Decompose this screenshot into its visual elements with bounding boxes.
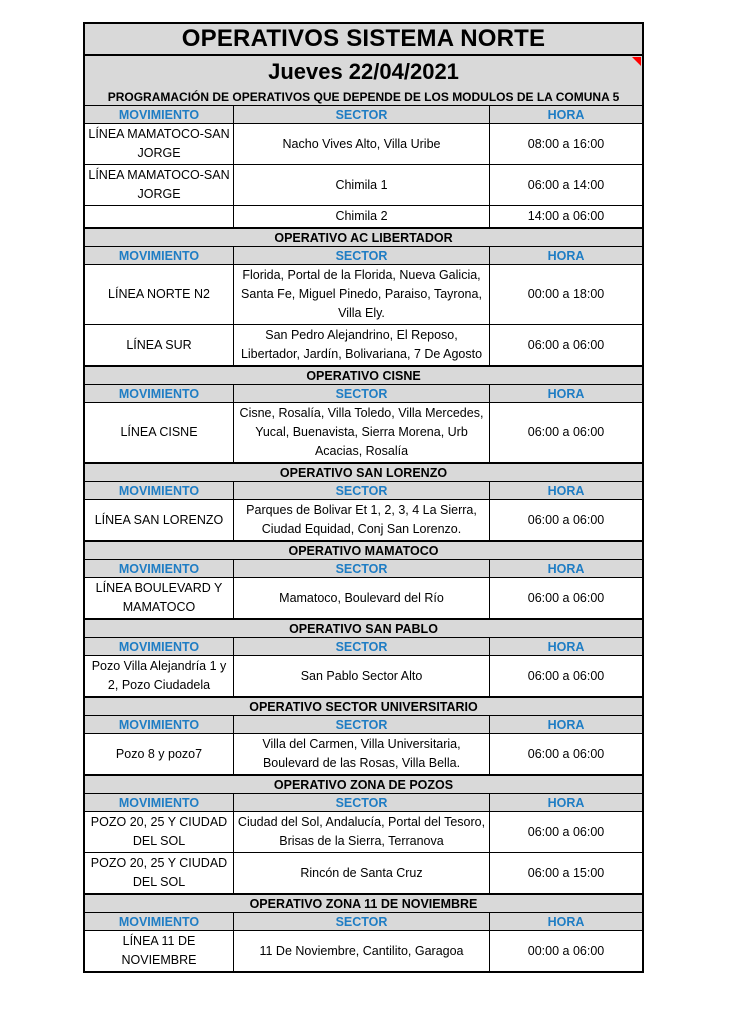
column-header-row [85,105,642,123]
section-header-row [85,774,642,793]
column-header-row [85,793,642,811]
section-header-row [85,462,642,481]
cell-movimiento: LÍNEA MAMATOCO-SAN JORGE [85,165,233,205]
cell-hora: 06:00 a 06:00 [489,403,642,462]
table-row [85,811,642,852]
table-row [85,264,642,324]
section-header-row [85,365,642,384]
cell-movimiento: LÍNEA CISNE [85,403,233,462]
table-row [85,164,642,205]
section-header-row [85,893,642,912]
column-header-row [85,715,642,733]
table-row [85,655,642,696]
table-row [85,123,642,164]
column-header-sector: SECTOR [233,913,489,930]
section-header: OPERATIVO SAN PABLO [85,620,642,637]
cell-sector: Parques de Bolivar Et 1, 2, 3, 4 La Sierra, Ciudad Equidad, Conj San Lorenzo. [233,500,489,540]
column-header-row [85,559,642,577]
column-header-sector: SECTOR [233,560,489,577]
column-header-hora: HORA [489,638,642,655]
cell-sector: Mamatoco, Boulevard del Río [233,578,489,618]
cell-movimiento: POZO 20, 25 Y CIUDAD DEL SOL [85,853,233,893]
column-header-hora: HORA [489,247,642,264]
cell-hora: 06:00 a 06:00 [489,578,642,618]
cell-hora: 14:00 a 06:00 [489,206,642,227]
cell-sector: Villa del Carmen, Villa Universitaria, Boulevard de las Rosas, Villa Bella. [233,734,489,774]
column-header-movimiento: MOVIMIENTO [85,560,233,577]
cell-hora: 06:00 a 06:00 [489,812,642,852]
table-row [85,499,642,540]
column-header-row [85,637,642,655]
column-header-movimiento: MOVIMIENTO [85,482,233,499]
section-header-row [85,227,642,246]
operativos-table [83,22,644,973]
table-row [85,324,642,365]
cell-hora: 06:00 a 06:00 [489,500,642,540]
cell-movimiento: Pozo Villa Alejandría 1 y 2, Pozo Ciudadela [85,656,233,696]
table-row [85,402,642,462]
table-row [85,733,642,774]
column-header-sector: SECTOR [233,482,489,499]
column-header-sector: SECTOR [233,638,489,655]
cell-sector: Florida, Portal de la Florida, Nueva Galicia, Santa Fe, Miguel Pinedo, Paraiso, Tayrona, Villa Ely. [233,265,489,324]
table-subtitle: PROGRAMACIÓN DE OPERATIVOS QUE DEPENDE DE LOS MODULOS DE LA COMUNA 5 [85,88,642,105]
cell-hora: 00:00 a 18:00 [489,265,642,324]
column-header-sector: SECTOR [233,247,489,264]
cell-movimiento: LÍNEA NORTE N2 [85,265,233,324]
column-header-hora: HORA [489,716,642,733]
cell-hora: 06:00 a 06:00 [489,734,642,774]
cell-movimiento: LÍNEA 11 DE NOVIEMBRE [85,931,233,971]
section-header: OPERATIVO ZONA 11 DE NOVIEMBRE [85,895,642,912]
cell-movimiento: LÍNEA SAN LORENZO [85,500,233,540]
column-header-movimiento: MOVIMIENTO [85,385,233,402]
cell-hora: 06:00 a 06:00 [489,656,642,696]
cell-movimiento: LÍNEA SUR [85,325,233,365]
table-row [85,930,642,971]
table-sections [85,88,642,971]
cell-hora: 06:00 a 06:00 [489,325,642,365]
cell-sector: Cisne, Rosalía, Villa Toledo, Villa Mercedes, Yucal, Buenavista, Sierra Morena, Urb Acacias, Rosalía [233,403,489,462]
cell-sector: Nacho Vives Alto, Villa Uribe [233,124,489,164]
column-header-row [85,384,642,402]
column-header-movimiento: MOVIMIENTO [85,716,233,733]
column-header-movimiento: MOVIMIENTO [85,106,233,123]
cell-movimiento: POZO 20, 25 Y CIUDAD DEL SOL [85,812,233,852]
cell-sector: Ciudad del Sol, Andalucía, Portal del Tesoro, Brisas de la Sierra, Terranova [233,812,489,852]
column-header-movimiento: MOVIMIENTO [85,794,233,811]
date-title: Jueves 22/04/2021 [85,56,642,88]
column-header-row [85,912,642,930]
date-row [85,54,642,88]
column-header-sector: SECTOR [233,385,489,402]
cell-movimiento: Pozo 8 y pozo7 [85,734,233,774]
cell-hora: 00:00 a 06:00 [489,931,642,971]
cell-hora: 08:00 a 16:00 [489,124,642,164]
table-row [85,577,642,618]
page-title: OPERATIVOS SISTEMA NORTE [85,24,642,54]
section-header: OPERATIVO CISNE [85,367,642,384]
column-header-sector: SECTOR [233,716,489,733]
section-header-row [85,618,642,637]
section-header: OPERATIVO ZONA DE POZOS [85,776,642,793]
section-header: OPERATIVO AC LIBERTADOR [85,229,642,246]
column-header-row [85,246,642,264]
cell-sector: 11 De Noviembre, Cantilito, Garagoa [233,931,489,971]
cell-sector: San Pedro Alejandrino, El Reposo, Libertador, Jardín, Bolivariana, 7 De Agosto [233,325,489,365]
section-header: OPERATIVO SAN LORENZO [85,464,642,481]
column-header-sector: SECTOR [233,794,489,811]
section-header-row [85,540,642,559]
column-header-hora: HORA [489,560,642,577]
cell-movimiento: LÍNEA BOULEVARD Y MAMATOCO [85,578,233,618]
cell-movimiento: LÍNEA MAMATOCO-SAN JORGE [85,124,233,164]
cell-hora: 06:00 a 15:00 [489,853,642,893]
column-header-hora: HORA [489,106,642,123]
column-header-hora: HORA [489,385,642,402]
cell-sector: Rincón de Santa Cruz [233,853,489,893]
column-header-sector: SECTOR [233,106,489,123]
column-header-movimiento: MOVIMIENTO [85,913,233,930]
table-row [85,852,642,893]
column-header-hora: HORA [489,482,642,499]
section-header: OPERATIVO SECTOR UNIVERSITARIO [85,698,642,715]
table-row [85,205,642,227]
cell-hora: 06:00 a 14:00 [489,165,642,205]
column-header-hora: HORA [489,794,642,811]
column-header-movimiento: MOVIMIENTO [85,638,233,655]
cell-sector: Chimila 1 [233,165,489,205]
section-header-row [85,696,642,715]
cell-sector: San Pablo Sector Alto [233,656,489,696]
column-header-movimiento: MOVIMIENTO [85,247,233,264]
column-header-hora: HORA [489,913,642,930]
cell-movimiento [85,206,233,227]
section-header-row [85,88,642,105]
column-header-row [85,481,642,499]
section-header: OPERATIVO MAMATOCO [85,542,642,559]
title-row [85,24,642,54]
cell-sector: Chimila 2 [233,206,489,227]
